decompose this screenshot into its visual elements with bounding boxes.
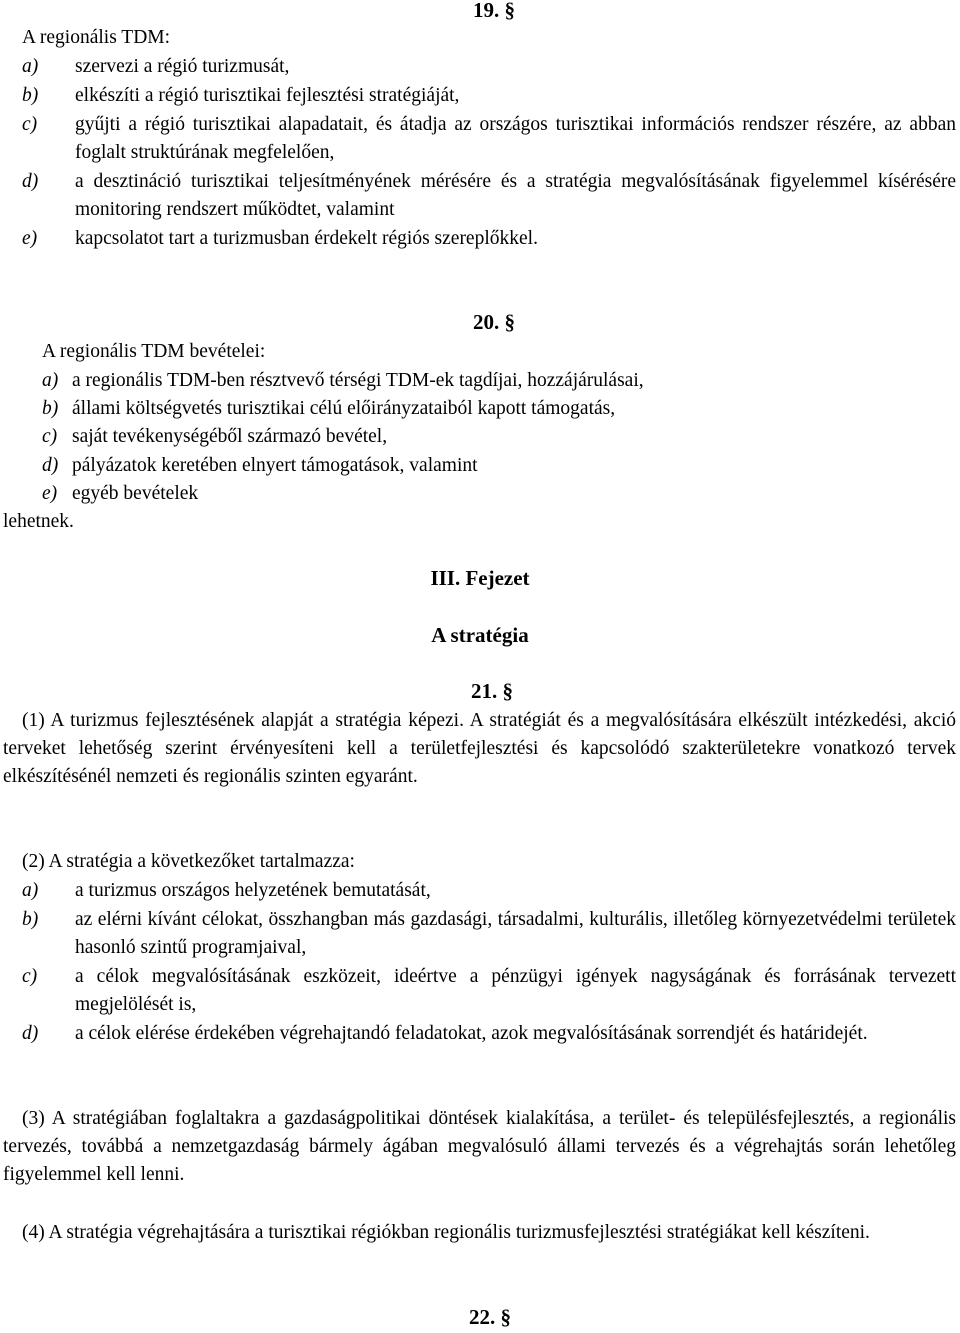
list-item-text: gyűjti a régió turisztikai alapadatait, és átadja az országos turisztikai információs rendszer részére, az abban foglalt struktúrának megfelelően, xyxy=(75,114,956,163)
list-item-text: elkészíti a régió turisztikai fejlesztési stratégiáját, xyxy=(75,85,460,106)
list-item-text: a célok megvalósításának eszközeit, ideértve a pénzügyi igények nagyságának és forrásának tervezett megjelölését is, xyxy=(75,966,956,1015)
list-item-label: b) xyxy=(22,909,39,930)
paragraph-4: (4) A stratégia végrehajtására a turisztikai régiókban regionális turizmusfejlesztési stratégiákat kell készíteni. xyxy=(22,1222,870,1243)
section-sign-icon: § xyxy=(502,679,513,703)
list-item-label: b) xyxy=(42,398,59,419)
list-item-text: az elérni kívánt célokat, összhangban más gazdasági, társadalmi, kulturális, illetőleg környezetvédelmi területek hasonló szintű programjaival, xyxy=(75,909,956,958)
section-number: 19. xyxy=(473,0,500,22)
list-item-label: c) xyxy=(22,966,38,987)
list-item-text: a desztináció turisztikai teljesítményének mérésére és a stratégia megvalósításának figyelemmel kísérésére monitoring rendszert működtet, valamint xyxy=(75,171,956,220)
section-19-heading xyxy=(14,0,960,24)
list-item-text: állami költségvetés turisztikai célú előirányzataiból kapott támogatás, xyxy=(72,398,616,419)
paragraph-2-intro: (2) A stratégia a következőket tartalmazza: xyxy=(22,851,355,872)
list-item-text: szervezi a régió turizmusát, xyxy=(75,56,290,77)
list-item-text: a célok elérése érdekében végrehajtandó feladatokat, azok megvalósításának sorrendjét és határidejét. xyxy=(75,1023,868,1044)
section-20-closing: lehetnek. xyxy=(3,511,74,532)
chapter-number: III. Fejezet xyxy=(430,566,530,590)
list-item-text: pályázatok keretében elnyert támogatások, valamint xyxy=(72,455,478,476)
list-item-label: a) xyxy=(22,56,39,77)
section-sign-icon: § xyxy=(504,310,515,334)
section-20-intro: A regionális TDM bevételei: xyxy=(42,341,266,362)
list-item-text: kapcsolatot tart a turizmusban érdekelt régiós szereplőkkel. xyxy=(75,228,538,249)
section-sign-icon: § xyxy=(500,1305,511,1329)
list-item-label: b) xyxy=(22,85,39,106)
section-number: 22. xyxy=(469,1305,496,1329)
list-item-label: c) xyxy=(42,426,58,447)
list-item-text: a turizmus országos helyzetének bemutatását, xyxy=(75,880,431,901)
section-20-heading xyxy=(14,308,960,336)
list-item-label: d) xyxy=(22,1023,39,1044)
section-number: 21. xyxy=(471,679,498,703)
list-item-label: a) xyxy=(42,370,59,391)
section-21-heading xyxy=(12,677,960,705)
list-item-label: c) xyxy=(22,114,38,135)
section-22-heading xyxy=(10,1303,960,1331)
section-19-intro: A regionális TDM: xyxy=(22,27,171,48)
paragraph-1: (1) A turizmus fejlesztésének alapját a stratégia képezi. A stratégiát és a megvalósítására elkészült intézkedési, akció terveket lehetőség szerint érvényesíteni kell a területfejlesztési és kapcsolódó szakterületekre vonatkozó tervek elkészítésénél nemzeti és regionális szinten egyaránt. xyxy=(3,710,956,787)
list-item-text: saját tevékenységéből származó bevétel, xyxy=(72,426,388,447)
section-number: 20. xyxy=(473,310,500,334)
list-item-label: e) xyxy=(42,483,58,504)
chapter-title: A stratégia xyxy=(431,623,529,647)
list-item-label: e) xyxy=(22,228,38,249)
list-item-text: egyéb bevételek xyxy=(72,483,199,504)
section-sign-icon: § xyxy=(504,0,515,22)
list-item-label: a) xyxy=(22,880,39,901)
list-item-text: a regionális TDM-ben résztvevő térségi TDM-ek tagdíjai, hozzájárulásai, xyxy=(72,370,644,391)
list-item-label: d) xyxy=(22,171,39,192)
list-item-label: d) xyxy=(42,455,59,476)
paragraph-3: (3) A stratégiában foglaltakra a gazdaságpolitikai döntések kialakítása, a terület- és településfejlesztés, a regionális tervezés, továbbá a nemzetgazdaság bármely ágában megvalósuló állami tervezés és a végrehajtás során lehetőleg figyelemmel kell lenni. xyxy=(3,1108,956,1185)
